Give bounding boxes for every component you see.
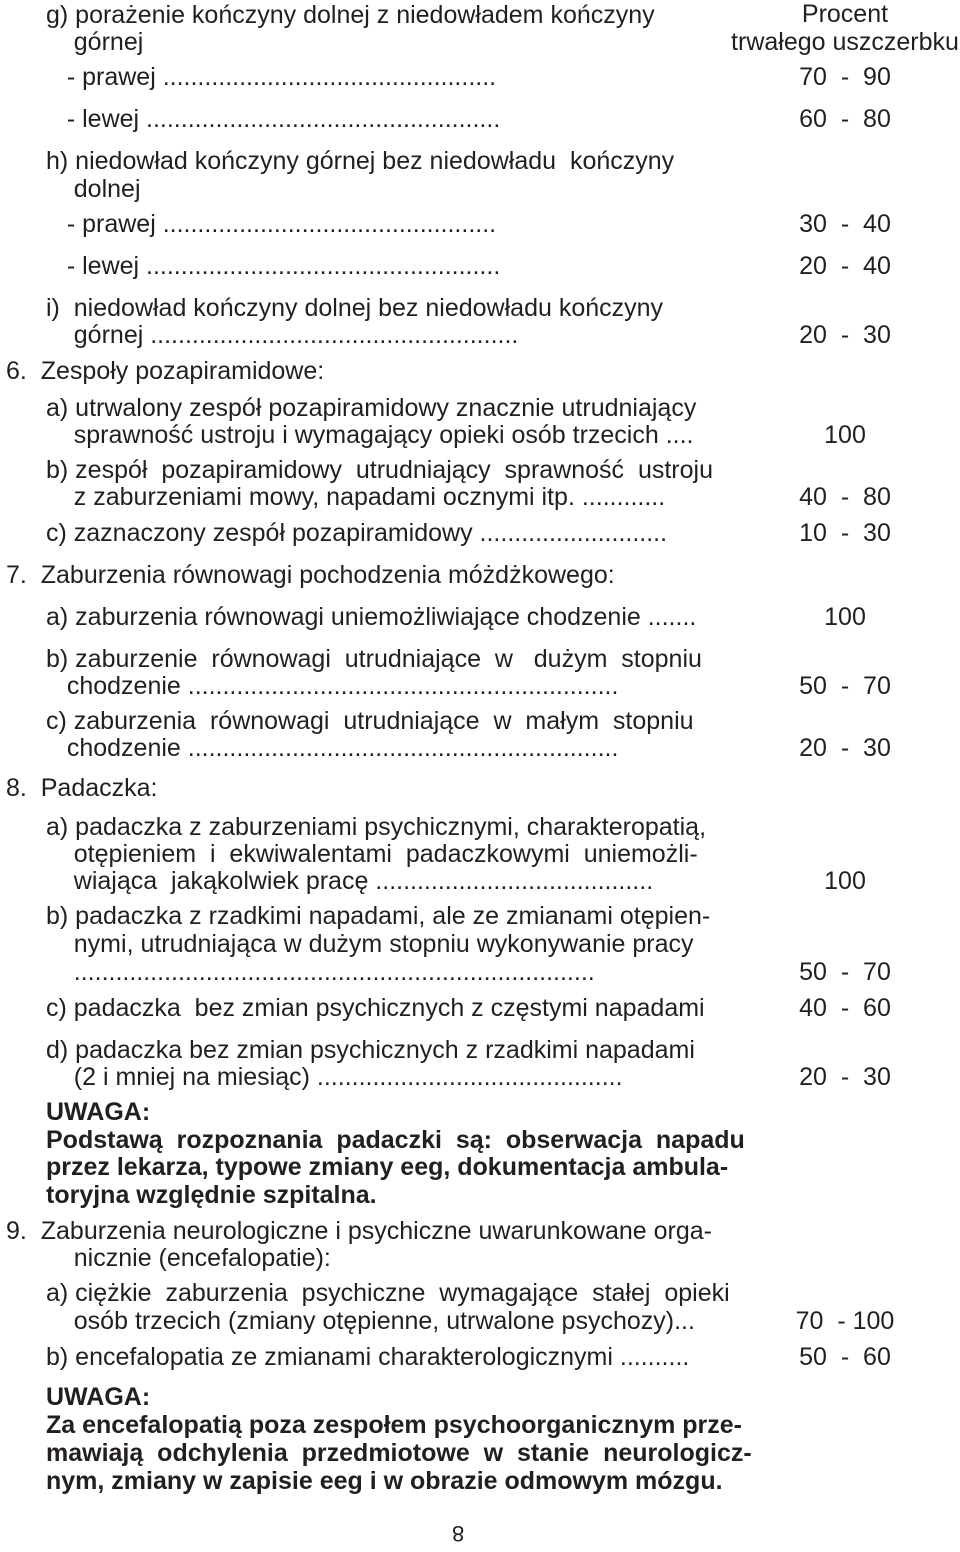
percent-value-s7c2: 20 - 30	[799, 734, 891, 762]
percent-value-s8a3: 100	[824, 867, 866, 895]
percent-value-s8d2: 20 - 30	[799, 1063, 891, 1091]
percent-value-h3: 30 - 40	[799, 210, 891, 238]
text-line-i1: i) niedowład kończyny dolnej bez niedowładu kończyny	[46, 294, 664, 322]
percent-value-s9a2: 70 - 100	[795, 1307, 895, 1335]
text-line-s9a: 9. Zaburzenia neurologiczne i psychiczne uwarunkowane orga-	[6, 1217, 712, 1245]
text-line-s9b1: b) encefalopatia ze zmianami charakterologicznymi ..........	[46, 1343, 690, 1371]
percent-value-s6c: 10 - 30	[799, 519, 891, 547]
text-line-s6a2: sprawność ustroju i wymagający opieki osób trzecich ....	[46, 421, 694, 449]
text-line-s9b: nicznie (encefalopatie):	[46, 1244, 331, 1272]
percent-value-s9b1: 50 - 60	[799, 1343, 891, 1371]
text-line-u1c: toryjna względnie szpitalna.	[46, 1181, 377, 1209]
percent-value-i2: 20 - 30	[799, 321, 891, 349]
text-line-h2: dolnej	[46, 175, 141, 203]
text-line-s9a2: osób trzecich (zmiany otępienne, utrwalone psychozy)...	[46, 1307, 695, 1335]
text-line-s7b2: chodzenie ..............................................................	[46, 672, 619, 700]
text-line-s7c1: c) zaburzenia równowagi utrudniające w małym stopniu	[46, 707, 694, 735]
text-line-s6c: c) zaznaczony zespół pozapiramidowy ...........................	[46, 519, 668, 547]
text-line-g1: g) porażenie kończyny dolnej z niedowładem kończyny	[46, 1, 655, 29]
text-line-u2a: Za encefalopatią poza zespołem psychoorganicznym prze-	[46, 1411, 743, 1439]
text-line-s8b3: ...........................................................................	[46, 958, 595, 986]
text-line-s7: 7. Zaburzenia równowagi pochodzenia móżdżkowego:	[6, 561, 615, 589]
percent-value-s6b2: 40 - 80	[799, 483, 891, 511]
text-line-g3: - prawej ................................................	[46, 63, 497, 91]
column-header-line-2: trwałego uszczerbku	[731, 28, 959, 56]
percent-value-g3: 70 - 90	[799, 63, 891, 91]
text-line-s6b1: b) zespół pozapiramidowy utrudniający sprawność ustroju	[46, 456, 713, 484]
text-line-s6b2: z zaburzeniami mowy, napadami ocznymi itp. ............	[46, 483, 666, 511]
text-line-s8d1: d) padaczka bez zmian psychicznych z rzadkimi napadami	[46, 1036, 695, 1064]
text-line-s8d2: (2 i mniej na miesiąc) ............................................	[46, 1063, 623, 1091]
text-line-s6a1: a) utrwalony zespół pozapiramidowy znacznie utrudniający	[46, 394, 697, 422]
text-line-u1a: Podstawą rozpoznania padaczki są: obserwacja napadu	[46, 1126, 745, 1154]
percent-value-s7b2: 50 - 70	[799, 672, 891, 700]
text-line-s7b1: b) zaburzenie równowagi utrudniające w dużym stopniu	[46, 645, 702, 673]
text-line-u1h: UWAGA:	[46, 1098, 151, 1126]
text-line-s8c: c) padaczka bez zmian psychicznych z częstymi napadami	[46, 994, 705, 1022]
text-line-i2: górnej .....................................................	[46, 321, 519, 349]
percent-value-s6a2: 100	[824, 421, 866, 449]
text-line-u1b: przez lekarza, typowe zmiany eeg, dokumentacja ambula-	[46, 1153, 729, 1181]
text-line-u2c: nym, zmiany w zapisie eeg i w obrazie odmowym mózgu.	[46, 1467, 723, 1495]
percent-value-g4: 60 - 80	[799, 105, 891, 133]
column-header-line-1: Procent	[801, 0, 889, 28]
text-line-h3: - prawej ................................................	[46, 210, 497, 238]
text-line-g4: - lewej ...................................................	[46, 105, 501, 133]
page-number: 8	[452, 1521, 465, 1546]
text-line-s8a3: wiająca jakąkolwiek pracę ........................................	[46, 867, 654, 895]
text-line-g2: górnej	[46, 28, 144, 56]
percent-value-s8c: 40 - 60	[799, 994, 891, 1022]
percent-value-s7a: 100	[824, 603, 866, 631]
text-line-s8b2: nymi, utrudniająca w dużym stopniu wykonywanie pracy	[46, 930, 694, 958]
text-line-u2h: UWAGA:	[46, 1383, 151, 1411]
text-line-s7a: a) zaburzenia równowagi uniemożliwiające chodzenie .......	[46, 603, 697, 631]
text-line-s8a2: otępieniem i ekwiwalentami padaczkowymi uniemożli-	[46, 840, 698, 868]
text-line-h4: - lewej ...................................................	[46, 252, 501, 280]
column-header	[730, 0, 960, 56]
text-line-s7c2: chodzenie ..............................................................	[46, 734, 619, 762]
text-line-s9a1: a) ciężkie zaburzenia psychiczne wymagające stałej opieki	[46, 1279, 730, 1307]
percent-value-s8b3: 50 - 70	[799, 958, 891, 986]
text-line-s8b1: b) padaczka z rzadkimi napadami, ale ze zmianami otępien-	[46, 902, 711, 930]
text-line-u2b: mawiają odchylenia przedmiotowe w stanie neurologicz-	[46, 1439, 752, 1467]
text-line-s6: 6. Zespoły pozapiramidowe:	[6, 357, 325, 385]
text-line-s8a1: a) padaczka z zaburzeniami psychicznymi, charakteropatią,	[46, 813, 707, 841]
text-line-s8: 8. Padaczka:	[6, 774, 158, 802]
percent-value-h4: 20 - 40	[799, 252, 891, 280]
text-line-h1: h) niedowład kończyny górnej bez niedowładu kończyny	[46, 147, 675, 175]
